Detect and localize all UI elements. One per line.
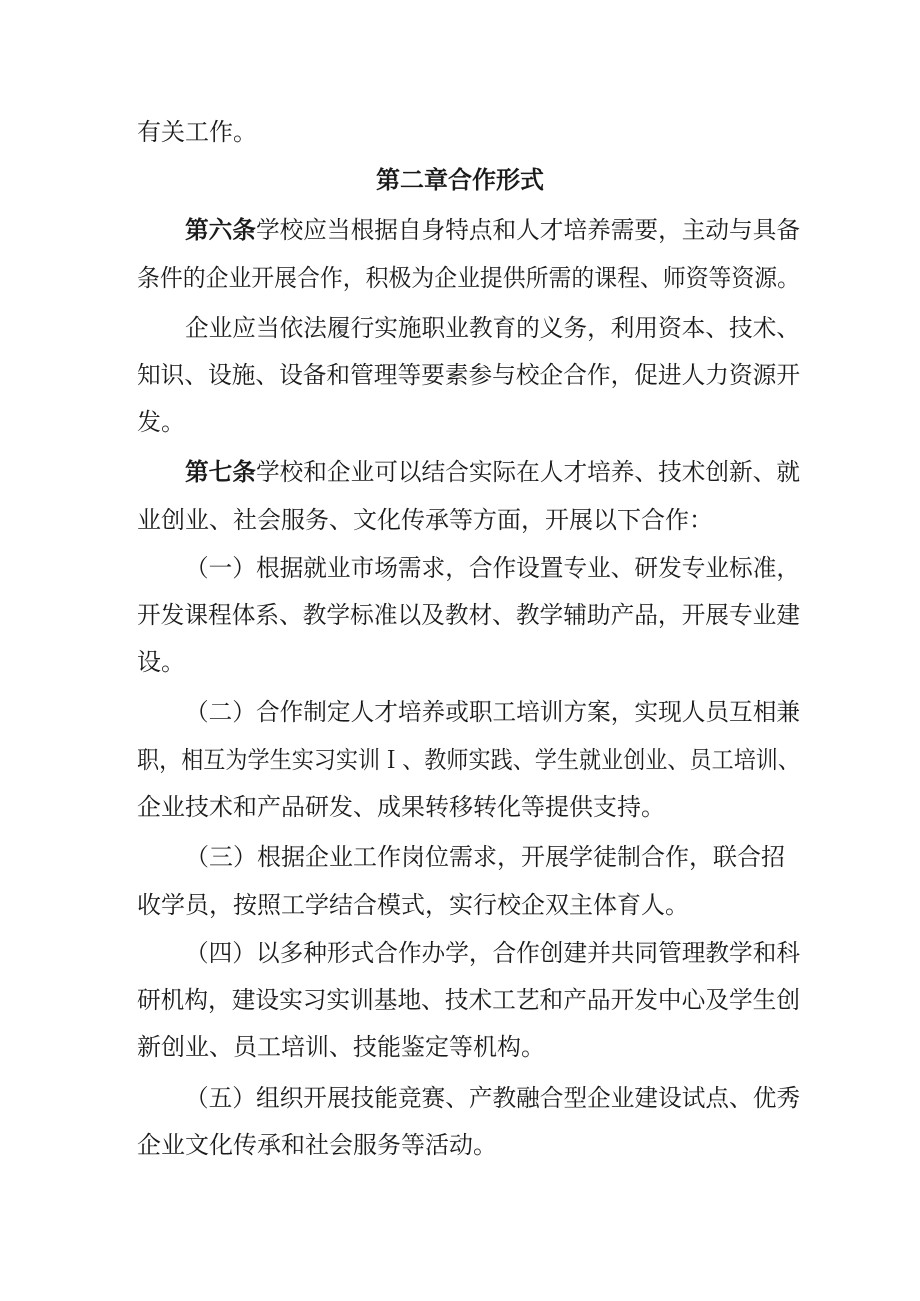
item-3-line-2: 收学员，按照工学结合模式，实行校企双主体育人。 (137, 891, 689, 919)
enterprise-line-3: 发。 (137, 408, 185, 436)
item-2-line-2: 职，相互为学生实习实训Ｉ、教师实践、学生就业创业、员工培训、 (137, 746, 800, 774)
item-4-line-1: （四）以多种形式合作办学，合作创建并共同管理教学和科 (185, 939, 800, 967)
article-6-line-1: 学校应当根据自身特点和人才培养需要，主动与具备 (255, 216, 800, 244)
continuation-text: 有关工作。 (137, 118, 257, 146)
enterprise-line-2: 知识、设施、设备和管理等要素参与校企合作，促进人力资源开 (137, 361, 800, 389)
article-6-line-2: 条件的企业开展合作，积极为企业提供所需的课程、师资等资源。 (137, 264, 800, 292)
article-6-label: 第六条 (185, 216, 256, 244)
enterprise-line-1: 企业应当依法履行实施职业教育的义务，利用资本、技术、 (185, 314, 800, 342)
item-5-line-2: 企业文化传承和社会服务等活动。 (137, 1131, 497, 1159)
article-7-line-1: 学校和企业可以结合实际在人才培养、技术创新、就 (255, 458, 800, 486)
item-1-line-2: 开发课程体系、教学标准以及教材、教学辅助产品，开展专业建 (137, 601, 800, 629)
item-3-line-1: （三）根据企业工作岗位需求，开展学徒制合作，联合招 (185, 843, 785, 871)
item-4-line-3: 新创业、员工培训、技能鉴定等机构。 (137, 1033, 545, 1061)
item-2-line-1: （二）合作制定人才培养或职工培训方案，实现人员互相兼 (185, 698, 800, 726)
item-4-line-2: 研机构，建设实习实训基地、技术工艺和产品开发中心及学生创 (137, 986, 800, 1014)
chapter-title: 第二章合作形式 (376, 166, 544, 194)
item-5-line-1: （五）组织开展技能竞赛、产教融合型企业建设试点、优秀 (185, 1084, 800, 1112)
article-7-line-2: 业创业、社会服务、文化传承等方面，开展以下合作： (137, 506, 713, 534)
item-2-line-3: 企业技术和产品研发、成果转移转化等提供支持。 (137, 793, 665, 821)
item-1-line-1: （一）根据就业市场需求，合作设置专业、研发专业标准， (185, 554, 800, 582)
item-1-line-3: 设。 (137, 648, 185, 676)
article-7-label: 第七条 (185, 458, 256, 486)
